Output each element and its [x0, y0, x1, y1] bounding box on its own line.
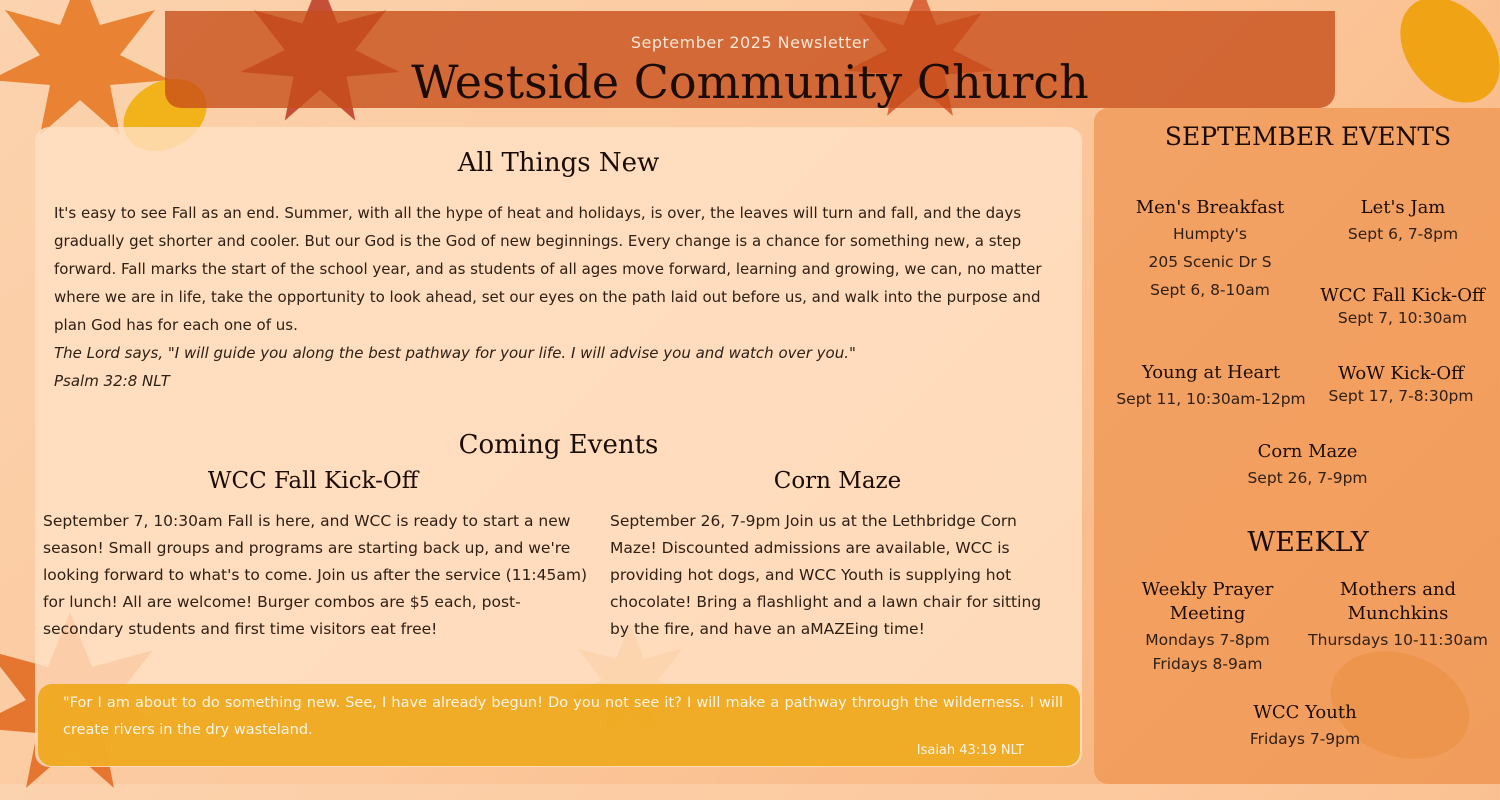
newsletter-header	[165, 11, 1335, 108]
event-time: Mondays 7-8pm	[1145, 631, 1270, 649]
event-name: Corn Maze	[1257, 441, 1358, 462]
event-name: WCC Fall Kick-Off	[1320, 285, 1485, 306]
event-name: Young at Heart	[1141, 362, 1281, 383]
event-time: Fridays 8-9am	[1152, 655, 1263, 673]
fall-kickoff-title: WCC Fall Kick-Off	[207, 468, 419, 494]
event-name: Munchkins	[1347, 603, 1449, 624]
event-name: Mothers and	[1339, 579, 1457, 600]
event-name: WCC Youth	[1253, 702, 1357, 723]
event-wcc-youth	[1210, 701, 1400, 753]
event-lets-jam	[1310, 196, 1496, 248]
september-events-heading: SEPTEMBER EVENTS	[1164, 122, 1452, 151]
event-wow-kickoff	[1316, 362, 1486, 406]
event-time: Sept 17, 7-8:30pm	[1328, 387, 1474, 405]
event-name: Men's Breakfast	[1135, 197, 1285, 218]
event-fall-kickoff	[1305, 284, 1500, 328]
event-place: Humpty's	[1172, 225, 1247, 243]
article-verse-ref: Psalm 32:8 NLT	[54, 372, 170, 390]
event-corn-maze	[1210, 440, 1405, 492]
church-title: Westside Community Church	[411, 55, 1089, 109]
event-time: Sept 7, 10:30am	[1337, 309, 1468, 327]
article-title: All Things New	[457, 148, 660, 178]
event-mens-breakfast	[1110, 196, 1310, 304]
article-verse: The Lord says, "I will guide you along the best pathway for your life. I will advise you and watch over you."	[54, 344, 856, 362]
fall-kickoff-text: September 7, 10:30am Fall is here, and WCC is ready to start a new season! Small groups and programs are starting back up, and we're looking forward to what's to come. Join us after the service (11:45am) for lunch! All are welcome! Burger combos are $5 each, post-secondary students and first time visitors eat free!	[43, 512, 588, 638]
article-paragraph: It's easy to see Fall as an end. Summer, with all the hype of heat and holidays, is over, the leaves will turn and fall, and the days gradually get shorter and cooler. But our God is the God of new beginnings. Every change is a chance for something new, a step forward. Fall marks the start of the school year, and as students of all ages move forward, learning and growing, we can, no matter where we are in life, take the opportunity to look ahead, set our eyes on the path laid out before us, and walk into the purpose and plan God has for each one of us.	[54, 204, 1042, 334]
corn-maze-text: September 26, 7-9pm Join us at the Lethbridge Corn Maze! Discounted admissions are available, WCC is providing hot dogs, and WCC Youth is supplying hot chocolate! Bring a flashlight and a lawn chair for sitting by the fire, and have an aMAZEing time!	[610, 512, 1042, 638]
event-time: Sept 26, 7-9pm	[1247, 469, 1368, 487]
event-name: Meeting	[1169, 603, 1246, 624]
coming-events-title: Coming Events	[458, 430, 659, 460]
event-name: Let's Jam	[1360, 197, 1446, 218]
newsletter-subtitle: September 2025 Newsletter	[630, 33, 870, 52]
event-time: Sept 6, 8-10am	[1150, 281, 1270, 299]
event-time: Sept 6, 7-8pm	[1347, 225, 1459, 243]
event-address: 205 Scenic Dr S	[1148, 253, 1272, 271]
event-prayer-meeting	[1110, 578, 1305, 674]
scripture-quote-text: "For I am about to do something new. See, I have already begun! Do you not see it? I will make a pathway through the wilderness. I will create rivers in the dry wasteland.	[63, 695, 1063, 738]
weekly-heading: WEEKLY	[1247, 527, 1369, 558]
scripture-quote-box	[38, 684, 1080, 766]
autumn-leaf-icon	[1380, 0, 1500, 120]
scripture-quote-ref: Isaiah 43:19 NLT	[916, 743, 1024, 758]
event-time: Fridays 7-9pm	[1249, 730, 1361, 748]
event-name: Weekly Prayer	[1141, 579, 1274, 600]
event-time: Thursdays 10-11:30am	[1308, 631, 1488, 649]
event-mothers-munchkins	[1298, 578, 1498, 654]
event-time: Sept 11, 10:30am-12pm	[1116, 390, 1306, 408]
corn-maze-title: Corn Maze	[773, 468, 902, 494]
event-name: WoW Kick-Off	[1338, 363, 1464, 384]
event-young-at-heart	[1106, 361, 1316, 413]
